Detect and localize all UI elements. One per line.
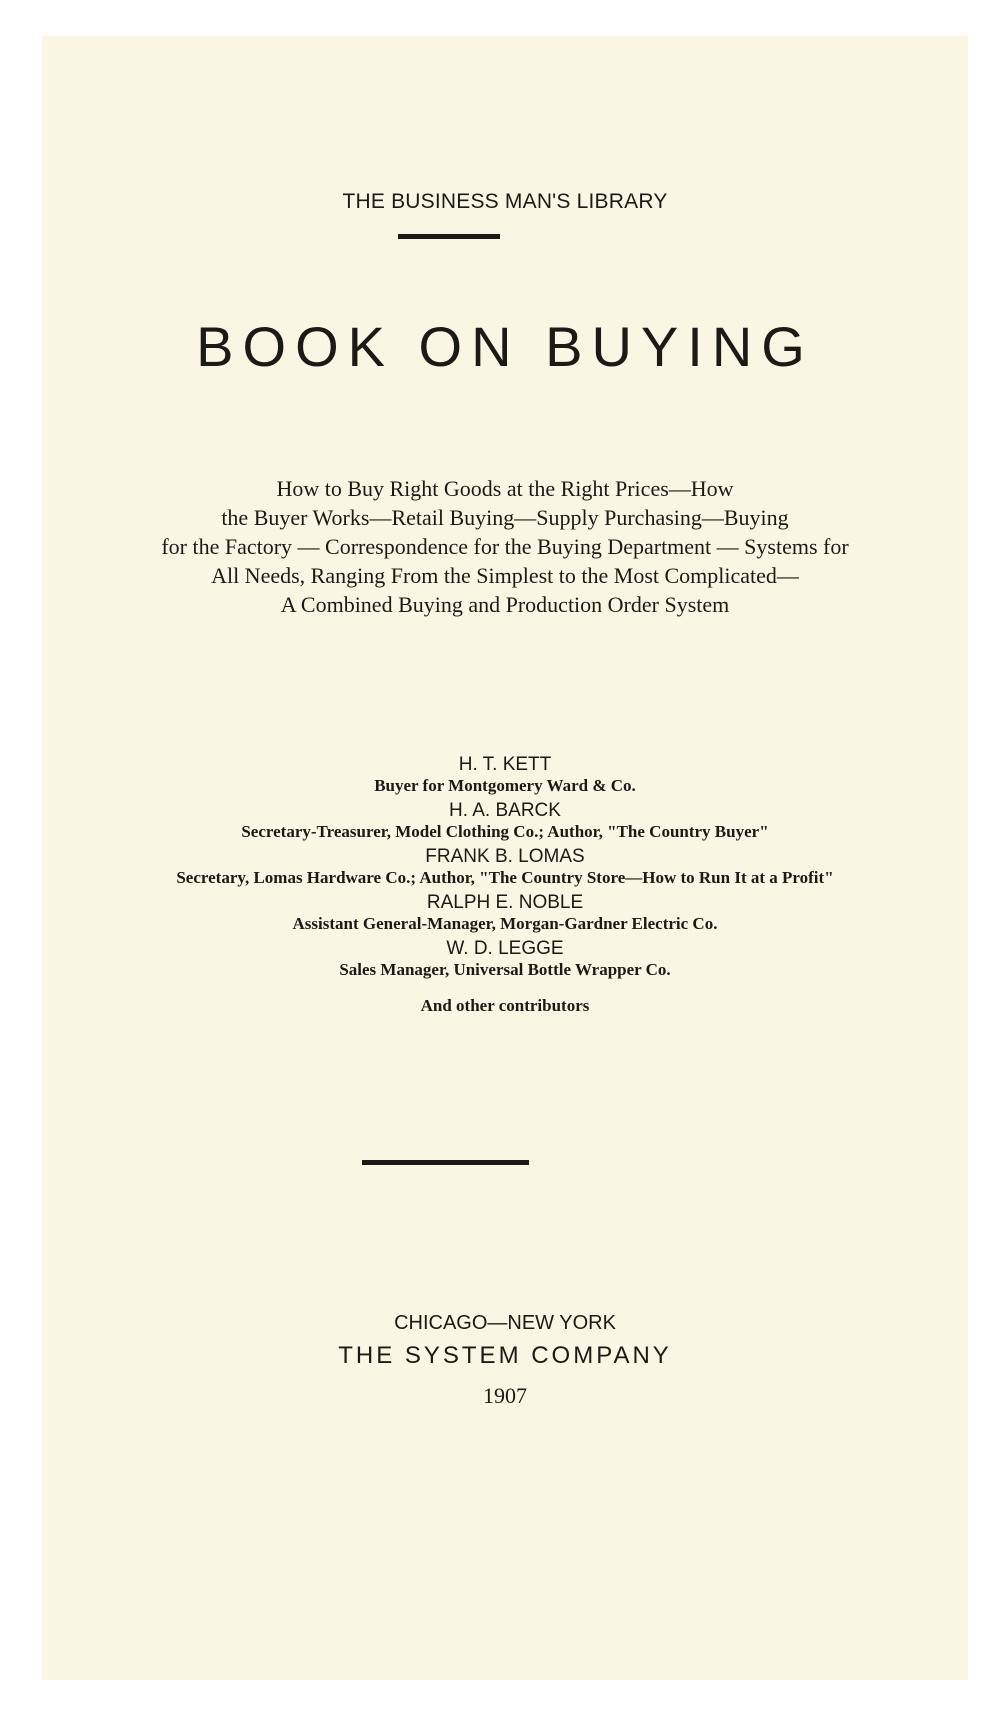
- contributor-role: Secretary, Lomas Hardware Co.; Author, "The Country Store—How to Run It at a Profit": [176, 868, 834, 887]
- subtitle-line: All Needs, Ranging From the Simplest to the Most Complicated—: [211, 563, 799, 588]
- contributor-name: RALPH E. NOBLE: [426, 892, 584, 913]
- contributor-name: W. D. LEGGE: [446, 938, 564, 959]
- book-title: BOOK ON BUYING: [196, 315, 814, 378]
- contributor-block: [42, 892, 968, 934]
- imprint-city: CHICAGO—NEW YORK: [394, 1312, 616, 1334]
- title-page: [42, 36, 968, 1680]
- contributor-name: H. A. BARCK: [449, 800, 561, 821]
- subtitle-line: A Combined Buying and Production Order System: [280, 592, 730, 617]
- subtitle-line: for the Factory — Correspondence for the Buying Department — Systems for: [161, 534, 849, 559]
- contributor-name: FRANK B. LOMAS: [425, 846, 585, 867]
- contributor-block: [42, 938, 968, 980]
- contributor-name: H. T. KETT: [458, 754, 552, 775]
- book-subtitle: [42, 474, 968, 619]
- other-contributors: And other contributors: [420, 996, 590, 1015]
- contributor-role: Sales Manager, Universal Bottle Wrapper Co.: [339, 960, 671, 979]
- contributor-block: [42, 800, 968, 842]
- contributor-role: Secretary-Treasurer, Model Clothing Co.; Author, "The Country Buyer": [241, 822, 769, 841]
- series-title: THE BUSINESS MAN'S LIBRARY: [342, 190, 668, 213]
- contributor-block: [42, 846, 968, 888]
- subtitle-line: the Buyer Works—Retail Buying—Supply Purchasing—Buying: [221, 505, 789, 530]
- imprint-year: 1907: [483, 1383, 527, 1408]
- contributor-block: [42, 754, 968, 796]
- top-divider: [398, 234, 500, 239]
- bottom-divider: [362, 1160, 529, 1165]
- imprint-publisher: THE SYSTEM COMPANY: [338, 1342, 672, 1369]
- contributor-role: Assistant General-Manager, Morgan-Gardner Electric Co.: [292, 914, 718, 933]
- subtitle-line: How to Buy Right Goods at the Right Prices—How: [276, 476, 734, 501]
- contributor-role: Buyer for Montgomery Ward & Co.: [374, 776, 636, 795]
